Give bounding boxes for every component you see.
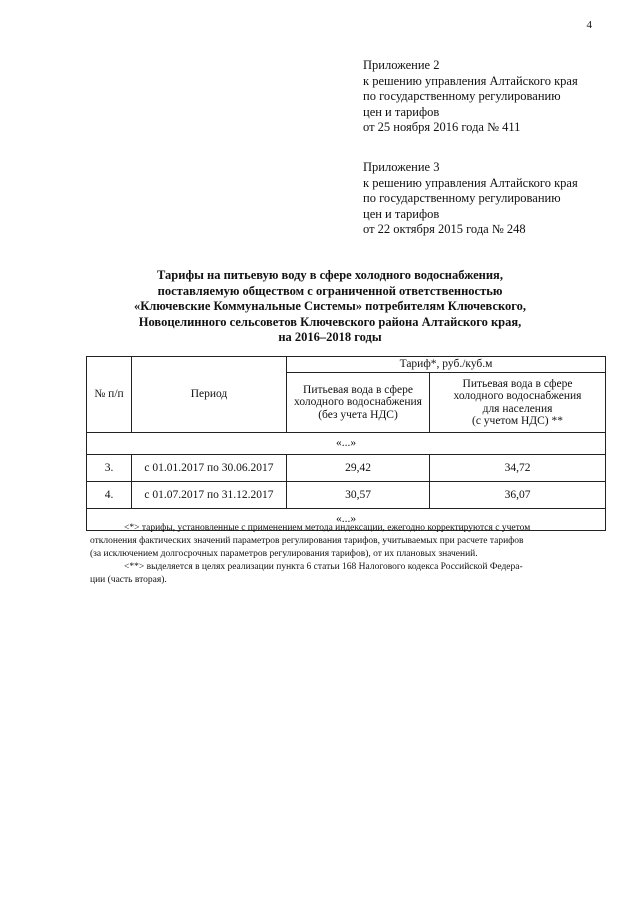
row-num: 3.: [87, 455, 132, 482]
appendix-2-line: от 25 ноября 2016 года № 411: [363, 120, 521, 134]
table-row: [87, 482, 606, 509]
header-num: № п/п: [87, 357, 132, 433]
header-col-b: [430, 373, 606, 433]
appendix-2-line: цен и тарифов: [363, 104, 440, 119]
footnote-line: <*> тарифы, установленные с применением метода индексации, ежегодно корректируются с учетом: [124, 523, 531, 533]
appendix-2-line: по государственному регулированию: [363, 89, 561, 103]
document-title: [90, 268, 570, 346]
row-tariff-a: 30,57: [287, 482, 430, 509]
footnote-line: (за исключением долгосрочных параметров регулирования тарифов), от их плановых значений.: [90, 549, 478, 559]
appendix-3-line: к решению управления Алтайского края: [363, 175, 578, 190]
appendix-3-line: цен и тарифов: [363, 206, 440, 221]
row-tariff-a: 29,42: [287, 455, 430, 482]
header-col-a-line: Питьевая вода в сфере: [303, 383, 413, 396]
appendix-2-line: Приложение 2: [363, 58, 440, 72]
footnote-line: отклонения фактических значений параметров регулирования тарифов, учитываемых при расчете тарифов: [90, 536, 524, 546]
ellipsis-cell: «...»: [87, 433, 606, 455]
appendix-3-line: от 22 октября 2015 года № 248: [363, 222, 526, 236]
row-tariff-b: 36,07: [430, 482, 606, 509]
header-col-b-line: (с учетом НДС) **: [471, 415, 564, 427]
appendix-3-line: по государственному регулированию: [363, 191, 561, 205]
row-period: с 01.01.2017 по 30.06.2017: [132, 455, 287, 482]
appendix-2-line: к решению управления Алтайского края: [363, 73, 578, 88]
header-col-a: [287, 373, 430, 433]
header-period: Период: [132, 357, 287, 433]
row-num: 4.: [87, 482, 132, 509]
header-col-b-line: Питьевая вода в сфере: [462, 377, 573, 390]
row-tariff-b: 34,72: [430, 455, 606, 482]
page-number: 4: [586, 19, 592, 31]
footnote-line: <**> выделяется в целях реализации пункта 6 статьи 168 Налогового кодекса Российской Федера-: [124, 562, 523, 572]
title-line: Тарифы на питьевую воду в сфере холодного водоснабжения,: [157, 268, 503, 282]
table-row: [87, 455, 606, 482]
header-col-a-line: (без учета НДС): [318, 408, 398, 421]
appendix-3-heading: [363, 160, 578, 238]
appendix-3-line: Приложение 3: [363, 160, 440, 174]
title-line: Новоцелинного сельсоветов Ключевского района Алтайского края,: [138, 314, 522, 329]
title-line: «Ключевские Коммунальные Системы» потребителям Ключевского,: [133, 299, 527, 313]
title-line: поставляемую обществом с ограниченной ответственностью: [157, 283, 503, 298]
header-tariff-group: Тариф*, руб./куб.м: [287, 357, 606, 373]
footnotes: [90, 522, 602, 587]
row-period: с 01.07.2017 по 31.12.2017: [132, 482, 287, 509]
table-header-row: [87, 357, 606, 373]
table-ellipsis-row: [87, 433, 606, 455]
header-col-b-line: холодного водоснабжения: [453, 390, 582, 402]
footnote-line: ции (часть вторая).: [90, 575, 167, 585]
header-col-a-line: холодного водоснабжения: [294, 396, 422, 409]
ellipsis-cell: «...»: [87, 509, 606, 531]
tariff-table: [86, 356, 606, 531]
appendix-2-heading: [363, 58, 578, 136]
header-col-b-line: для населения: [482, 402, 553, 415]
title-line: на 2016–2018 годы: [278, 330, 382, 344]
